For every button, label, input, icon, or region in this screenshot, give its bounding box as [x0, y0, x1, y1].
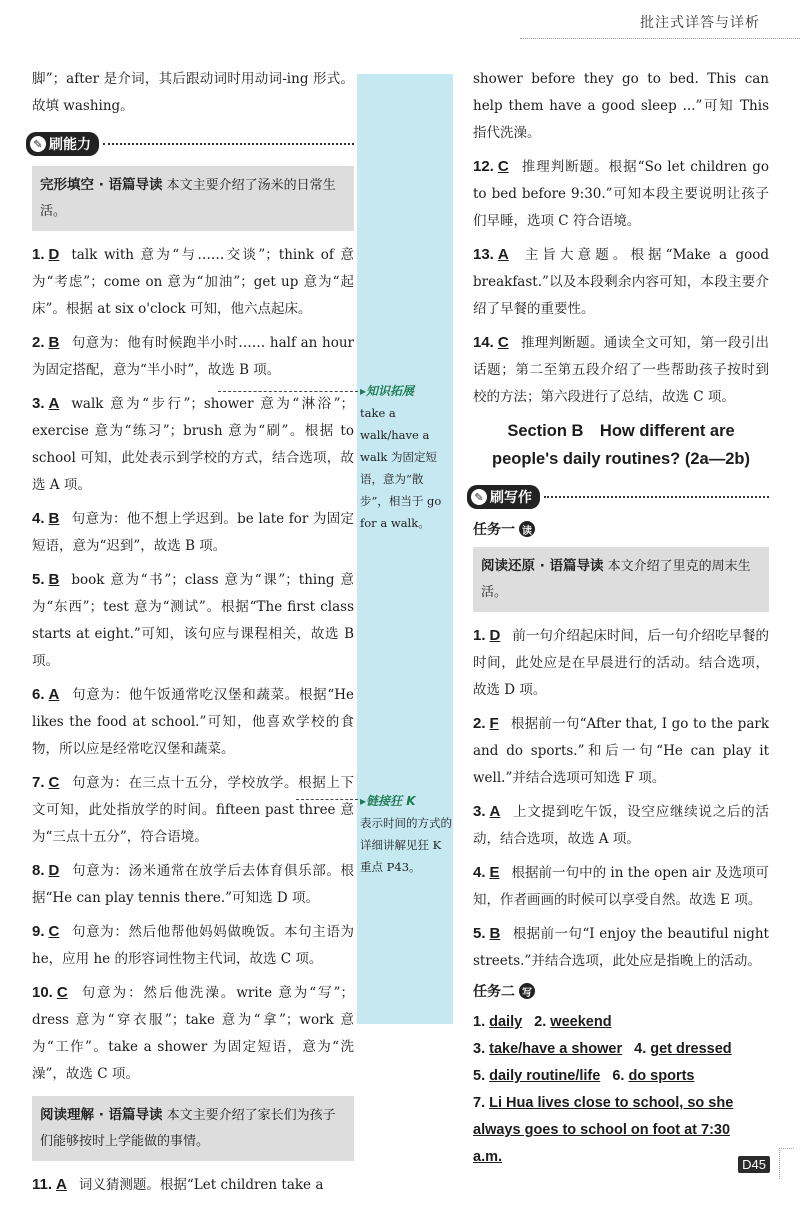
continued-text: shower before they go to bed. This can help them have a good sleep ...”可知 This 指代洗澡。	[473, 71, 769, 141]
reading-guide-cloze	[32, 166, 354, 231]
answer-item	[32, 505, 354, 560]
item-number: 4.	[473, 864, 486, 881]
item-explanation: 句意为：然后他帮他妈妈做晚饭。本句主语为 he，应用 he 的形容词性物主代词，故选 C 项。	[32, 924, 354, 967]
section-badge	[467, 485, 540, 509]
note-leader-line	[296, 799, 358, 800]
page-header	[0, 0, 800, 40]
item-answer: D	[48, 246, 60, 263]
item-explanation: 词义猜测题。根据“Let children take a	[78, 1177, 324, 1193]
annotation-column	[357, 74, 453, 1024]
guide-text: 本文介绍了里克的周末生活。	[481, 559, 751, 600]
note-label: ▸知识拓展	[360, 384, 415, 398]
item-number: 4.	[32, 510, 45, 527]
guide-text: 本文主要介绍了汤米的日常生活。	[40, 178, 336, 219]
answer-number: 7.	[473, 1095, 486, 1111]
answer-number: 3.	[473, 1041, 486, 1057]
item-explanation: 推理判断题。根据“So let children go to bed before 9:30.”可知本段主要说明让孩子们早睡，选项 C 符合语境。	[473, 159, 769, 229]
dotted-rule	[103, 143, 354, 145]
item-explanation: 句意为：汤米通常在放学后去体育俱乐部。根据“He can play tennis there.”可知选 D 项。	[32, 863, 354, 906]
item-number: 1.	[473, 627, 486, 644]
answer-line	[473, 1036, 769, 1063]
item-answer: B	[48, 334, 60, 351]
answer-number: 2.	[534, 1014, 547, 1030]
answer-item	[32, 769, 354, 851]
item-number: 2.	[32, 334, 45, 351]
item-number: 3.	[32, 395, 45, 412]
item-number: 1.	[32, 246, 45, 263]
answer-word: daily routine/life	[489, 1068, 601, 1084]
item-number: 5.	[473, 925, 486, 942]
task-two-heading	[473, 981, 769, 1001]
guide-label: 阅读还原 · 语篇导读	[481, 558, 604, 574]
task-label: 任务一	[473, 522, 515, 538]
item-answer: C	[497, 334, 509, 351]
item-explanation: 根据前一句“I enjoy the beautiful night streets.”并结合选项，此处应是指晚上的活动。	[473, 926, 769, 969]
item-answer: E	[489, 864, 500, 881]
answer-item	[32, 681, 354, 763]
answer-item	[32, 390, 354, 499]
section-label: 刷写作	[490, 490, 532, 506]
item-answer: A	[48, 686, 60, 703]
item-explanation: 句意为：他有时候跑半小时…… half an hour 为固定搭配，意为“半小时”，故选 B 项。	[32, 335, 354, 378]
section-heading-ability	[26, 132, 354, 156]
item-explanation: 句意为：在三点十五分，学校放学。根据上下文可知，此处指放学的时间。fifteen past three 意为“三点十五分”，符合语境。	[32, 775, 354, 845]
answer-item	[473, 329, 769, 411]
note-text: take a walk/have a walk 为固定短语，意为“散步”，相当于 go for a walk。	[360, 406, 442, 530]
section-label: 刷能力	[49, 137, 91, 153]
item-explanation: walk 意为“步行”；shower 意为“淋浴”；exercise 意为“练习”；brush 意为“刷”。根据 to school 可知，此处表示到学校的方式，结合选项，故选 A 项。	[32, 396, 354, 493]
item-explanation: 句意为：然后他洗澡。write 意为“写”；dress 意为“穿衣服”；take 意为“拿”；work 意为“工作”。take a shower 为固定短语，意为“洗澡”，故选 C 项。	[32, 985, 354, 1082]
item-explanation: 前一句介绍起床时间，后一句介绍吃早餐的时间，此处应是在早晨进行的活动。结合选项，故选 D 项。	[473, 628, 769, 698]
answer-number: 6.	[612, 1068, 625, 1084]
note-text: 表示时间的方式的详细讲解见狂 K 重点 P43。	[360, 816, 452, 874]
item-number: 11.	[32, 1176, 53, 1193]
write-icon: 写	[519, 983, 535, 999]
item-number: 6.	[32, 686, 45, 703]
item-answer: C	[48, 923, 60, 940]
item-number: 8.	[32, 862, 45, 879]
task-one-heading	[473, 519, 769, 539]
answer-item-11	[32, 1171, 354, 1199]
pencil-icon: ✎	[471, 489, 487, 505]
item-explanation: book 意为“书”；class 意为“课”；thing 意为“东西”；test 意为“测试”。根据“The first class starts at eight.”可知，该句应与课程相关，故选 B 项。	[32, 572, 354, 669]
answer-word: take/have a shower	[489, 1041, 623, 1057]
corner-decoration	[779, 1148, 794, 1179]
answer-line	[473, 1009, 769, 1036]
item-explanation: 上文提到吃午饭，设空应继续说之后的活动，结合选项，故选 A 项。	[473, 804, 769, 847]
answer-number: 1.	[473, 1014, 486, 1030]
section-heading-writing	[467, 485, 769, 509]
note-link	[360, 790, 452, 878]
item-answer: A	[497, 246, 509, 263]
section-badge	[26, 132, 99, 156]
header-divider	[520, 38, 800, 39]
item-number: 3.	[473, 803, 486, 820]
note-leader-line	[218, 391, 358, 392]
reading-guide-reading	[32, 1096, 354, 1161]
answer-item	[473, 153, 769, 235]
item-explanation: 根据前一句中的 in the open air 及选项可知，作者画画的时候可以享受自然。故选 E 项。	[473, 865, 769, 908]
item-number: 7.	[32, 774, 45, 791]
guide-label: 阅读理解 · 语篇导读	[40, 1107, 163, 1123]
item-answer: C	[56, 984, 68, 1001]
item-explanation: 推理判断题。通读全文可知，第一段引出话题；第二至第五段介绍了一些帮助孩子按时到校的方法；第六段进行了总结，故选 C 项。	[473, 335, 769, 405]
item-number: 13.	[473, 246, 494, 263]
answer-line	[473, 1063, 769, 1090]
answer-item	[473, 241, 769, 323]
item-answer: D	[489, 627, 501, 644]
read-icon: 读	[519, 521, 535, 537]
answer-item	[32, 857, 354, 912]
item-answer: A	[48, 395, 60, 412]
answer-sentence: Li Hua lives close to school, so she always goes to school on foot at 7:30 a.m.	[473, 1095, 734, 1165]
item-answer: B	[48, 571, 60, 588]
item-answer: F	[489, 715, 499, 732]
answer-item	[32, 329, 354, 384]
item-explanation: 根据前一句“After that, I go to the park and do sports.”和后一句“He can play it well.”并结合选项可知选 F 项。	[473, 716, 769, 786]
item-number: 12.	[473, 158, 494, 175]
answer-item	[32, 566, 354, 675]
item-number: 9.	[32, 923, 45, 940]
item-answer: B	[48, 510, 60, 527]
answer-item	[473, 920, 769, 975]
page-number: D45	[738, 1156, 770, 1173]
item-answer: A	[56, 1176, 67, 1193]
answer-item	[473, 798, 769, 853]
item-explanation: 主旨大意题。根据“Make a good breakfast.”以及本段剩余内容可知，本段主要介绍了早餐的重要性。	[473, 247, 769, 317]
item-answer: D	[48, 862, 60, 879]
reading-guide-restore	[473, 547, 769, 612]
item-answer: C	[497, 158, 509, 175]
left-column	[32, 66, 354, 1205]
item-explanation: 句意为：他午饭通常吃汉堡和蔬菜。根据“He likes the food at school.”可知，他喜欢学校的食物，所以应是经常吃汉堡和蔬菜。	[32, 687, 354, 757]
item-answer: B	[489, 925, 501, 942]
answer-item	[32, 979, 354, 1088]
answer-item	[32, 241, 354, 323]
header-title: 批注式详答与详析	[640, 15, 760, 31]
item-explanation: 句意为：他不想上学迟到。be late for 为固定短语，意为“迟到”，故选 B 项。	[32, 511, 354, 554]
answer-item	[473, 859, 769, 914]
item-answer: C	[48, 774, 60, 791]
pencil-icon: ✎	[30, 136, 46, 152]
item-number: 5.	[32, 571, 45, 588]
item-number: 14.	[473, 334, 494, 351]
intro-text: 脚”；after 是介词，其后跟动词时用动词-ing 形式。故填 washing。	[32, 71, 354, 114]
answer-item	[473, 622, 769, 704]
answer-number: 4.	[634, 1041, 647, 1057]
right-column	[473, 66, 769, 1171]
answer-word: do sports	[628, 1068, 695, 1084]
answer-line-7	[473, 1090, 769, 1171]
item-explanation: talk with 意为“与……交谈”；think of 意为“考虑”；come on 意为“加油”；get up 意为“起床”。根据 at six o'clock 可知，他六点起床。	[32, 247, 354, 317]
answer-word: daily	[489, 1014, 523, 1030]
answer-word: weekend	[550, 1014, 612, 1030]
item-answer: A	[489, 803, 501, 820]
guide-label: 完形填空 · 语篇导读	[40, 177, 163, 193]
note-knowledge-extension	[360, 380, 452, 534]
task-label: 任务二	[473, 984, 515, 1000]
item-number: 10.	[32, 984, 53, 1001]
answer-item	[473, 710, 769, 792]
dotted-rule	[544, 496, 769, 498]
answer-number: 5.	[473, 1068, 486, 1084]
answer-item	[32, 918, 354, 973]
answer-word: get dressed	[650, 1041, 732, 1057]
item-number: 2.	[473, 715, 486, 732]
guide-text: 本文主要介绍了家长们为孩子们能够按时上学能做的事情。	[40, 1108, 336, 1149]
note-label: ▸链接狂 K	[360, 794, 416, 808]
section-b-title: Section B How different are people's daily routines? (2a—2b)	[492, 422, 750, 468]
